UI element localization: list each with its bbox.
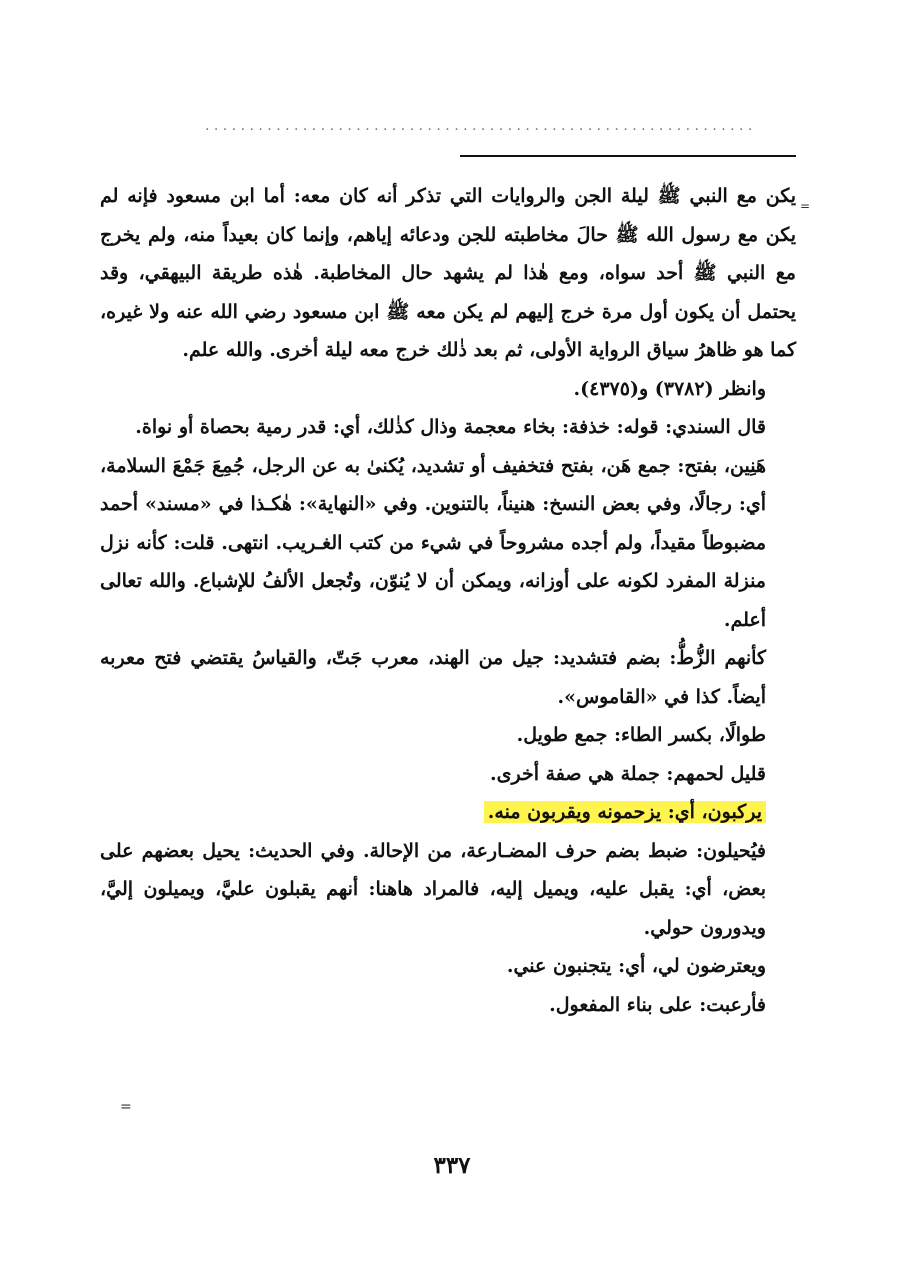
paragraph-yuhilun: فيُحيلون: ضبط بضم حرف المضـارعة، من الإحالة. وفي الحديث: يحيل بعضهم على بعض، أي: يقبل عليه، ويميل إليه، فالمراد هاهنا: أنهم يقبلون عليَّ، ويميلون إليَّ، ويدورون حولي. [100, 839, 766, 939]
commentary-text [100, 177, 796, 1024]
highlighted-text: يركبون، أي: يزحمونه ويقربون منه. [484, 801, 766, 823]
paragraph-continued: يكن مع النبي ﷺ ليلة الجن والروايات التي تذكر أنه كان معه: أما ابن مسعود فإنه لم يكن مع رسول الله ﷺ حالَ مخاطبته للجن ودعائه إياهم، وإنما كان بعيداً منه، ولم يخرج مع النبي ﷺ أحد سواه، ومع هٰذا لم يشهد حال المخاطبة. هٰذه طريقة البيهقي، وقد يحتمل أن يكون أول مرة خرج إليهم لم يكن معه ﷺ ابن مسعود رضي الله عنه ولا غيره، كما هو ظاهرُ سياق الرواية الأولى، ثم بعد ذٰلك خرج معه ليلة أخرى. والله علم. [100, 185, 796, 361]
paragraph-see-also: وانظر (٣٧٨٢) و(٤٣٧٥). [573, 377, 766, 400]
dotted-separator: . . . . . . . . . . . . . . . . . . . . . . . . . . . . . . . . . . . . . . . . . . . . . . . . . . . . . . . . . . . . . . [205, 118, 753, 134]
paragraph-tiwal: طوالًا، بكسر الطاء: جمع طويل. [516, 724, 766, 746]
page-number: ٣٣٧ [433, 1152, 471, 1179]
paragraph-highlighted [100, 793, 796, 832]
footnote-rule [460, 155, 796, 157]
paragraph-sindi: قال السندي: قوله: خذفة: بخاء معجمة وذال كذٰلك، أي: قدر رمية بحصاة أو نواة. [135, 416, 766, 438]
paragraph-zutt: كأنهم الزُّطُّ: بضم فتشديد: جيل من الهند، معرب جَتّ، والقياسُ يقتضي فتح معربه أيضاً. كذا في «القاموس». [100, 647, 766, 708]
paragraph-yataridun: ويعترضون لي، أي: يتجنبون عني. [506, 955, 766, 977]
end-mark: = [120, 1099, 132, 1115]
continuation-mark: = [800, 199, 811, 213]
paragraph-qalil: قليل لحمهم: جملة هي صفة أخرى. [489, 762, 766, 785]
paragraph-hanin: هَنِين، بفتح: جمع هَن، بفتح فتخفيف أو تشديد، يُكنىٰ به عن الرجل، جُمِعَ جَمْعَ السلامة، أي: رجالًا، وفي بعض النسخ: هنيناً، بالتنوين. وفي «النهاية»: هٰكـذا في «مسند» أحمد مضبوطاً مقيداً، ولم أجده مشروحاً في شيء من كتب الغـريب. انتهى. قلت: كأنه نزل منزلة المفرد لكونه على أوزانه، ويمكن أن لا يُنوّن، وتُجعل الألفُ للإشباع. والله تعالى أعلم. [100, 454, 766, 631]
paragraph-urribat: فأرعبت: على بناء المفعول. [549, 993, 766, 1016]
